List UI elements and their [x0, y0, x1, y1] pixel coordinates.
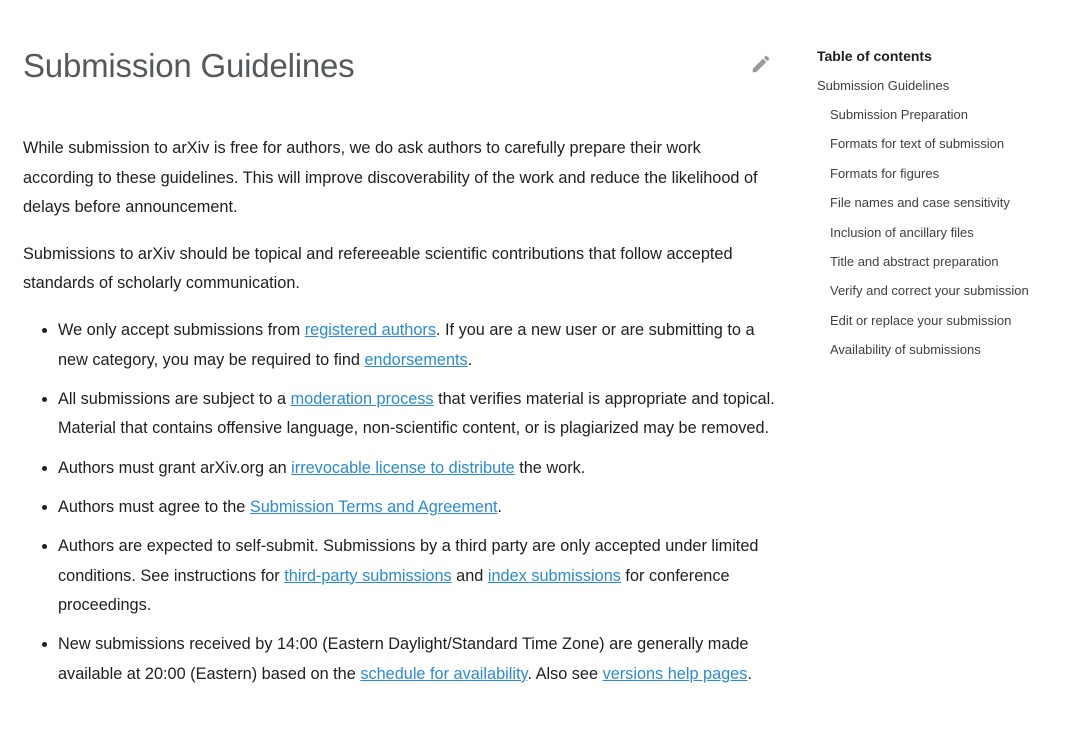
- list-item: [58, 532, 775, 621]
- list-item-text: All submissions are subject to a: [58, 389, 291, 408]
- title-row: [23, 40, 775, 96]
- list-item-text: .: [747, 664, 752, 683]
- list-item-text: .: [467, 350, 473, 369]
- list-item: [58, 493, 775, 523]
- table-of-contents: [817, 46, 1067, 365]
- list-item-text: We only accept submissions from: [58, 320, 305, 339]
- toc-link-text-formats[interactable]: Formats for text of submission: [830, 136, 1005, 152]
- list-item-text: Authors must grant arXiv.org an: [58, 458, 292, 477]
- list-item-text: and: [451, 566, 488, 585]
- list-item-text: Authors must agree to the: [58, 497, 250, 516]
- list-item-text: New submissions received by 14:00 (Eastern Daylight/Standard Time Zone) are generally made available at 20:00 (Eastern) based on the: [58, 635, 749, 683]
- edit-page-button[interactable]: [749, 52, 773, 76]
- toc-link-verify-correct[interactable]: Verify and correct your submission: [830, 283, 1029, 299]
- toc-heading: Table of contents: [817, 48, 932, 64]
- list-item: [58, 316, 775, 375]
- toc-link-submission-guidelines[interactable]: Submission Guidelines: [817, 78, 950, 93]
- guidelines-list: [23, 316, 775, 690]
- list-item: [58, 454, 775, 484]
- registered-authors-link[interactable]: registered authors: [304, 320, 436, 339]
- license-link[interactable]: irrevocable license to distribute: [291, 458, 515, 477]
- list-item-text: the work.: [514, 458, 586, 477]
- versions-help-link[interactable]: versions help pages: [602, 664, 748, 683]
- pencil-icon: [750, 53, 772, 75]
- intro-paragraph-1: While submission to arXiv is free for authors, we do ask authors to carefully prepare their work according to these guidelines. This will improve discoverability of the work and reduce the likelihood of delays before announcement.: [23, 139, 758, 217]
- toc-link-figure-formats[interactable]: Formats for figures: [830, 165, 940, 181]
- toc-link-availability[interactable]: Availability of submissions: [830, 342, 981, 358]
- page-title: Submission Guidelines: [23, 47, 355, 84]
- third-party-submissions-link[interactable]: third-party submissions: [284, 566, 452, 585]
- list-item-text: for conference proceedings.: [58, 566, 730, 615]
- list-item-text: .: [497, 497, 503, 516]
- intro-paragraph-2: Submissions to arXiv should be topical and refereeable scientific contributions that follow accepted standards of scholarly communication.: [23, 244, 733, 293]
- main-content: [23, 40, 775, 699]
- toc-link-edit-replace[interactable]: Edit or replace your submission: [830, 312, 1012, 328]
- availability-schedule-link[interactable]: schedule for availability: [360, 664, 528, 683]
- toc-link-ancillary-files[interactable]: Inclusion of ancillary files: [830, 224, 974, 240]
- list-item: [58, 385, 775, 444]
- article-body: [23, 134, 775, 689]
- moderation-process-link[interactable]: moderation process: [290, 389, 434, 408]
- toc-link-submission-preparation[interactable]: Submission Preparation: [830, 107, 969, 122]
- list-item-text: . If you are a new user or are submitting to a new category, you may be required to find: [58, 320, 755, 369]
- terms-agreement-link[interactable]: Submission Terms and Agreement: [249, 497, 498, 516]
- list-item-text: Authors are expected to self-submit. Submissions by a third party are only accepted under limited conditions. See instructions for: [58, 536, 759, 585]
- list-item-text: . Also see: [527, 664, 603, 683]
- list-item: [58, 630, 775, 689]
- endorsements-link[interactable]: endorsements: [364, 350, 468, 369]
- toc-link-title-abstract[interactable]: Title and abstract preparation: [830, 254, 999, 270]
- list-item-text: that verifies material is appropriate and topical. Material that contains offensive language, non-scientific content, or is plagiarized may be removed.: [58, 389, 775, 438]
- toc-link-file-names[interactable]: File names and case sensitivity: [830, 195, 1010, 211]
- index-submissions-link[interactable]: index submissions: [487, 566, 621, 585]
